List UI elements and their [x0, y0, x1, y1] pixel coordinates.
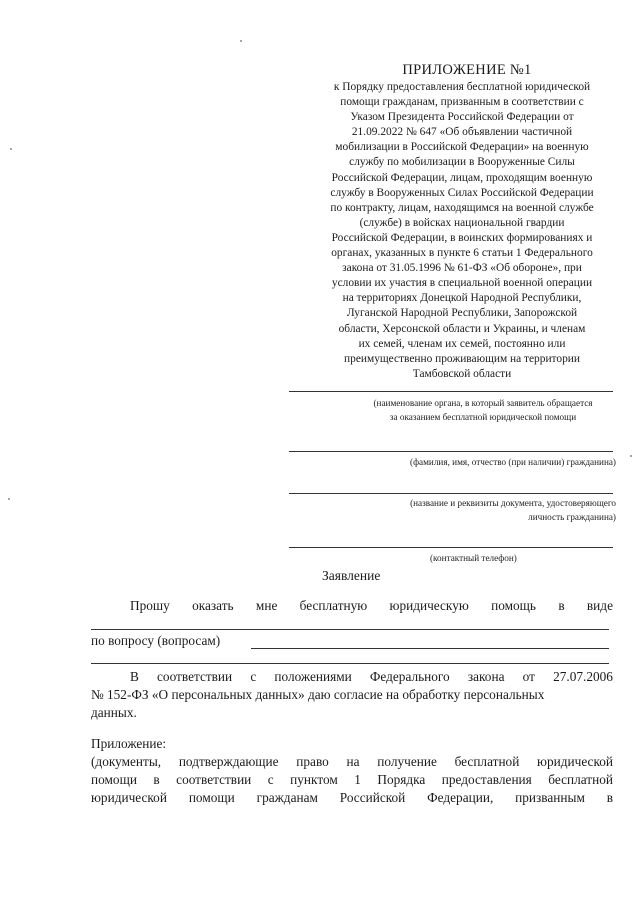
- request-word: мне: [255, 598, 278, 613]
- appendix-line: Российской Федерации, в воинских формированиях и: [331, 231, 593, 244]
- consent-line-1: [130, 668, 613, 686]
- appendix-line: к Порядку предоставления бесплатной юридической: [333, 81, 591, 93]
- organ-field-line[interactable]: [289, 391, 613, 392]
- request-word: оказать: [192, 598, 234, 613]
- document-field-line[interactable]: [289, 493, 613, 494]
- appendix-line: Луганской Народной Республики, Запорожской: [346, 307, 578, 320]
- document-caption: [350, 497, 616, 524]
- phone-caption: (контактный телефон): [430, 553, 517, 563]
- request-word: Прошу: [130, 598, 170, 613]
- appendix-line: на территориях Донецкой Народной Республики,: [342, 292, 582, 305]
- appendix-line: Тамбовской области: [412, 367, 512, 380]
- appendix-title: ПРИЛОЖЕНИЕ №1: [402, 62, 532, 78]
- attachment-label: Приложение:: [91, 736, 167, 751]
- scan-speck: [240, 40, 242, 42]
- question-label: по вопросу (вопросам): [91, 633, 221, 648]
- request-line: [130, 597, 613, 615]
- appendix-line: закона от 31.05.1996 № 61-ФЗ «Об обороне», при: [342, 262, 582, 275]
- statement-heading: Заявление: [322, 568, 381, 583]
- attachment-line: помощи в соответствии с пунктом 1 Порядка предоставления бесплатной: [91, 772, 613, 787]
- request-word: виде: [586, 598, 613, 613]
- appendix-line: органах, указанных в пункте 6 статьи 1 Федерального: [331, 247, 593, 260]
- attachment-word: гражданам: [256, 790, 318, 805]
- consent-word: закона: [467, 669, 505, 684]
- phone-field-line[interactable]: [289, 547, 613, 548]
- appendix-line: условии их участия в специальной военной операции: [331, 277, 593, 290]
- question-field-line[interactable]: [251, 648, 609, 649]
- name-caption: (фамилия, имя, отчество (при наличии) гражданина): [410, 457, 616, 467]
- consent-line-2: № 152-ФЗ «О персональных данных» даю согласие на обработку персональных: [91, 687, 545, 702]
- consent-word: соответствии: [157, 669, 233, 684]
- appendix-line: службу в Вооруженных Силах Российской Федерации: [330, 186, 594, 199]
- request-word: в: [558, 598, 565, 613]
- question-field-line-2[interactable]: [91, 663, 609, 664]
- appendix-line: области, Херсонской области и Украины, и членам: [338, 322, 586, 335]
- appendix-line: по контракту, лицам, находящимся на военной службе: [330, 201, 594, 214]
- appendix-line: мобилизации в Российской Федерации» на военную: [335, 141, 589, 154]
- appendix-line: 21.09.2022 № 647 «Об объявлении частичной: [351, 126, 573, 139]
- attachment-word: юридической: [91, 790, 167, 805]
- attachment-word: Федерации,: [427, 790, 494, 805]
- consent-line-3: данных.: [91, 705, 137, 720]
- appendix-line: Российской Федерации, лицам, проходящим военную: [331, 171, 593, 184]
- consent-word: 27.07.2006: [553, 669, 613, 684]
- organ-caption-line: (наименование органа, в который заявитель обращается: [373, 398, 593, 408]
- appendix-text: [296, 80, 628, 382]
- consent-word: В: [130, 669, 139, 684]
- attachment-line-last: [91, 789, 613, 807]
- organ-caption-line: за оказанием бесплатной юридической помощи: [389, 411, 577, 422]
- attachment-word: помощи: [188, 790, 235, 805]
- attachment-word: Российской: [339, 790, 406, 805]
- consent-word: с: [250, 669, 257, 684]
- appendix-line: (службе) в войсках национальной гвардии: [359, 216, 565, 229]
- scan-speck: [10, 148, 12, 150]
- document-caption-line: личность гражданина): [528, 511, 616, 522]
- request-word: юридическую: [389, 598, 469, 613]
- name-field-line[interactable]: [289, 451, 613, 452]
- consent-word: положениями: [274, 669, 352, 684]
- consent-word: Федерального: [369, 669, 450, 684]
- scan-speck: [630, 455, 632, 457]
- scan-speck: [8, 498, 10, 500]
- appendix-line: их семей, членам их семей, постоянно или: [358, 337, 566, 350]
- consent-word: от: [522, 669, 535, 684]
- appendix-line: службу по мобилизации в Вооруженные Силы: [349, 156, 575, 169]
- request-word: бесплатную: [299, 598, 368, 613]
- organ-caption: [350, 397, 616, 424]
- attachment-line: (документы, подтверждающие право на получение бесплатной юридической: [91, 754, 613, 769]
- request-field-line[interactable]: [91, 629, 609, 630]
- attachment-word: призванным: [515, 790, 585, 805]
- document-caption-line: (название и реквизиты документа, удостоверяющего: [410, 498, 616, 508]
- appendix-line: преимущественно проживающим на территории: [344, 352, 580, 365]
- appendix-line: Указом Президента Российской Федерации от: [350, 111, 574, 124]
- attachment-word: в: [606, 790, 613, 805]
- request-word: помощь: [491, 598, 536, 613]
- appendix-line: помощи гражданам, призванным в соответствии с: [340, 96, 584, 109]
